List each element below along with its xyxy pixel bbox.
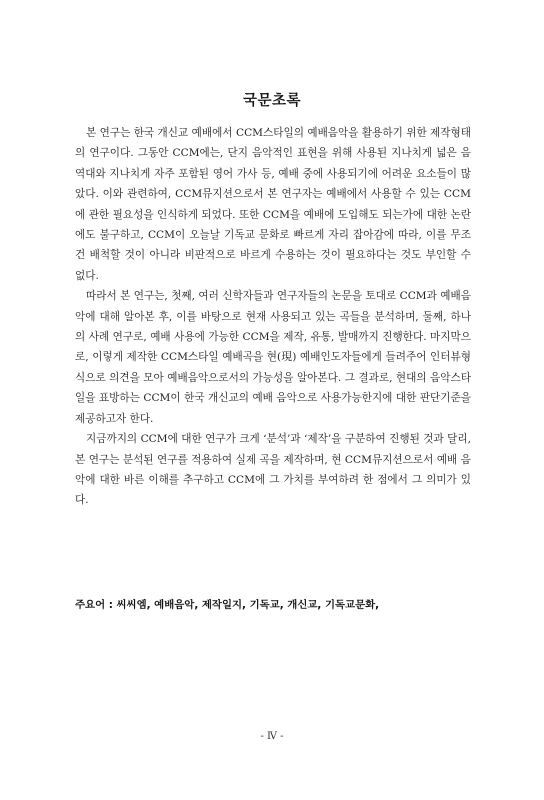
page-number: - Ⅳ - <box>260 731 284 742</box>
keywords-line: 주요어 : 씨씨엠, 예배음악, 제작일지, 기독교, 개신교, 기독교문화, <box>75 599 380 611</box>
abstract-paragraph-1: 본 연구는 한국 개신교 예배에서 CCM스타일의 예배음악을 활용하기 위한 제작형태의 연구이다. 그동안 CCM에는, 단지 음악적인 표현을 위해 사용된 지나치게 넓은 음역대와 지나치게 자주 포함된 영어 가사 등, 예배 중에 사용되기에 어려운 요소들이 많았다. 이와 관련하여, CCM뮤지션으로서 본 연구자는 예배에서 사용할 수 있는 CCM에 관한 필요성을 인식하게 되었다. 또한 CCM을 예배에 도입해도 되는가에 대한 논란에도 불구하고, CCM이 오늘날 기독교 문화로 빠르게 자리 잡아감에 따라, 이를 무조건 배척할 것이 아니라 비판적으로 바르게 수용하는 것이 필요하다는 것도 부인할 수 없다. <box>75 127 471 282</box>
abstract-body <box>75 123 471 511</box>
page-title: 국문초록 <box>242 93 302 109</box>
abstract-paragraph-3: 지금까지의 CCM에 대한 연구가 크게 ‘분석’과 ‘제작’을 구분하여 진행된 것과 달리, 본 연구는 분석된 연구를 적용하여 실제 곡을 제작하며, 현 CCM뮤지션으로서 예배 음악에 대한 바른 이해를 추구하고 CCM에 그 가치를 부여하려 한 점에서 그 의미가 있다. <box>75 433 471 507</box>
abstract-paragraph-2: 따라서 본 연구는, 첫째, 여러 신학자들과 연구자들의 논문을 토대로 CCM과 예배음악에 대해 알아본 후, 이를 바탕으로 현재 사용되고 있는 곡들을 분석하며, 둘째, 하나의 사례 연구로, 예배 사용에 가능한 CCM을 제작, 유통, 발매까지 진행한다. 마지막으로, 이렇게 제작한 CCM스타일 예배곡을 현(現) 예배인도자들에게 들려주어 인터뷰형식으로 의견을 모아 예배음악으로서의 가능성을 알아본다. 그 결과로, 현대의 음악스타일을 표방하는 CCM이 한국 개신교의 예배 음악으로 사용가능한지에 대한 판단기준을 제공하고자 한다. <box>75 290 471 425</box>
